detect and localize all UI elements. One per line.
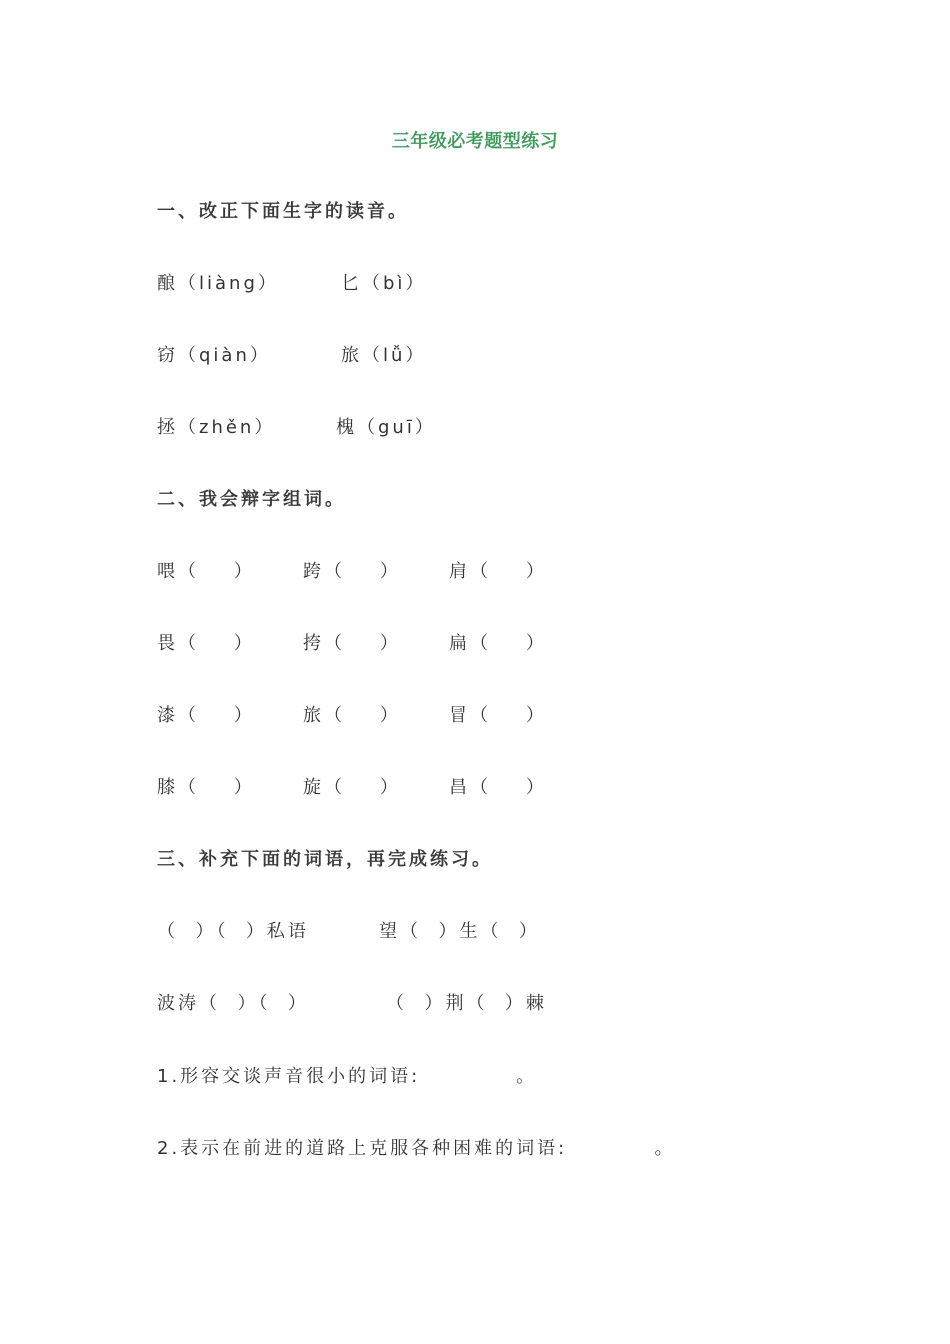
pinyin-item: 槐（guī） — [336, 417, 436, 438]
word-blank[interactable]: 喂（ ） — [157, 561, 255, 582]
question-1[interactable]: 1.形容交谈声音很小的词语: 。 — [157, 1066, 538, 1087]
word-blank[interactable]: 跨（ ） — [303, 561, 401, 582]
pinyin-item: 旅（lǚ） — [341, 345, 427, 366]
idiom-blank[interactable]: 波涛（ ）（ ） — [157, 993, 309, 1014]
question-2[interactable]: 2.表示在前进的道路上克服各种困难的词语: 。 — [157, 1138, 676, 1159]
word-blank[interactable]: 挎（ ） — [303, 633, 401, 654]
pinyin-item: 匕（bì） — [341, 273, 427, 294]
word-blank[interactable]: 旅（ ） — [303, 705, 401, 726]
word-blank[interactable]: 旋（ ） — [303, 777, 401, 798]
word-blank[interactable]: 扁（ ） — [449, 633, 547, 654]
word-blank[interactable]: 畏（ ） — [157, 633, 255, 654]
word-blank[interactable]: 冒（ ） — [449, 705, 547, 726]
section1-heading: 一、改正下面生字的读音。 — [157, 201, 409, 222]
idiom-blank[interactable]: 望（ ）生（ ） — [379, 921, 540, 942]
word-blank[interactable]: 肩（ ） — [449, 561, 547, 582]
pinyin-item: 酿（liàng） — [157, 273, 279, 294]
word-blank[interactable]: 昌（ ） — [449, 777, 547, 798]
word-blank[interactable]: 漆（ ） — [157, 705, 255, 726]
idiom-blank[interactable]: （ ）（ ）私语 — [157, 921, 309, 942]
page-title: 三年级必考题型练习 — [391, 131, 559, 152]
section3-heading: 三、补充下面的词语，再完成练习。 — [157, 849, 493, 870]
section2-heading: 二、我会辩字组词。 — [157, 489, 346, 510]
pinyin-item: 拯（zhěn） — [157, 417, 276, 438]
pinyin-item: 窃（qiàn） — [157, 345, 271, 366]
idiom-blank[interactable]: （ ）荆（ ）棘 — [386, 993, 547, 1014]
word-blank[interactable]: 膝（ ） — [157, 777, 255, 798]
